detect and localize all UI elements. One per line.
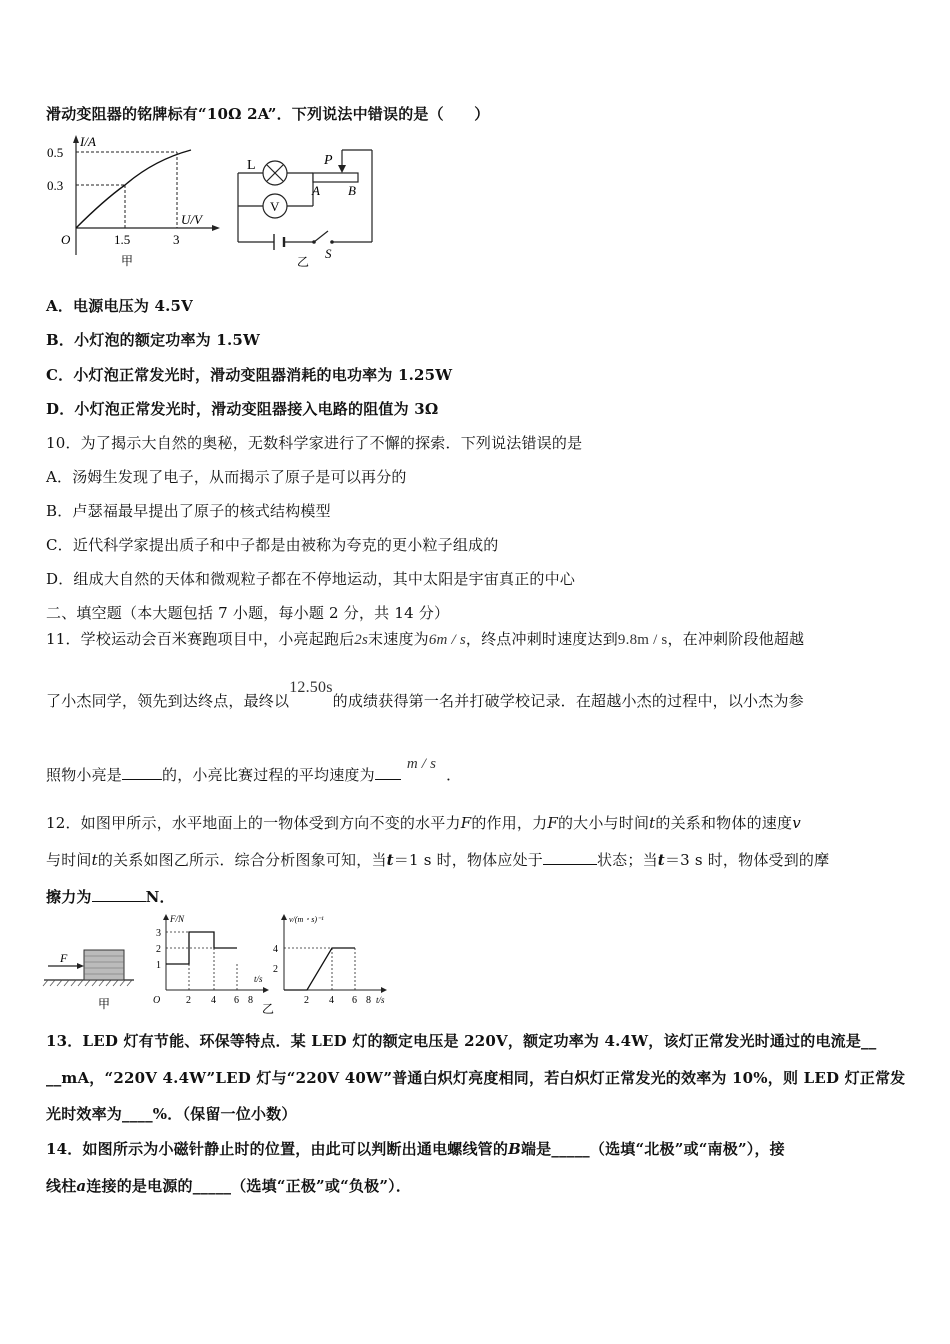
origin-label: O — [61, 232, 71, 247]
q13-line-2: __mA，“220V 4.4W”LED 灯与“220V 40W”普通白炽灯亮度相同，若白炽灯正常发光的效率为 10%，则 LED 灯正常发 — [46, 1069, 906, 1087]
q9-stem: 滑动变阻器的铭牌标有“10Ω 2A”．下列说法中错误的是（ ） — [46, 105, 490, 123]
y-axis-label: I/A — [80, 134, 96, 149]
t-axis-label-2: t/s — [376, 995, 385, 1005]
v-tick-2: 2 — [273, 964, 278, 975]
q11-blank-1[interactable] — [122, 767, 162, 780]
q9-option-d: D．小灯泡正常发光时，滑动变阻器接入电路的阻值为 3Ω — [46, 400, 439, 418]
q12-line-1: 12．如图甲所示，水平地面上的一物体受到方向不变的水平力F的作用，力F的大小与时间t的关系和物体的速度v — [46, 814, 801, 832]
t-tick-2-vt: 2 — [304, 995, 309, 1006]
f-tick-1: 1 — [156, 960, 161, 971]
switch-label: S — [325, 246, 332, 261]
end-a-label: A — [312, 183, 320, 198]
t-tick-6-ft: 6 — [234, 995, 239, 1006]
fig-caption-yi: 乙 — [297, 255, 310, 269]
v-tick-4: 4 — [273, 944, 278, 955]
f-tick-3: 3 — [156, 928, 161, 939]
t-axis-label-1: t/s — [254, 974, 263, 984]
q12-blank-1[interactable] — [543, 852, 597, 865]
x-tick-3: 3 — [173, 232, 180, 247]
q11-line-1: 11．学校运动会百米赛跑项目中，小亮起跑后2s末速度为6m / s，终点冲刺时速度达到9.8m / s，在冲刺阶段他超越 — [46, 630, 805, 648]
q12-blank-2[interactable] — [92, 889, 146, 902]
f-t-line — [166, 932, 237, 964]
x-axis-label: U/V — [181, 212, 202, 227]
origin-ft: O — [153, 995, 161, 1006]
q14-line-1: 14．如图所示为小磁针静止时的位置，由此可以判断出通电螺线管的B端是_____（选填“北极”或“南极”），接 — [46, 1140, 785, 1158]
lamp-label: L — [247, 158, 256, 173]
t-tick-4-ft: 4 — [211, 995, 216, 1006]
t-tick-4-vt: 4 — [329, 995, 334, 1006]
rheostat — [313, 173, 358, 182]
t-tick-6-vt: 6 — [352, 995, 357, 1006]
q11-blank-2[interactable] — [375, 767, 401, 780]
q10-option-d: D．组成大自然的天体和微观粒子都在不停地运动，其中太阳是宇宙真正的中心 — [46, 570, 576, 588]
fig-caption-jia: 甲 — [121, 254, 134, 268]
q9-figure-yi — [232, 142, 382, 272]
q10-option-b: B．卢瑟福最早提出了原子的核式结构模型 — [46, 502, 331, 520]
slider-label: P — [324, 153, 333, 168]
end-b-label: B — [348, 183, 356, 198]
q9-option-a: A．电源电压为 4.5V — [46, 297, 193, 315]
f-axis-label: F/N — [170, 914, 185, 924]
q12-line-2: 与时间t的关系如图乙所示．综合分析图象可知，当t＝1 s 时，物体应处于 状态；当t＝3 s 时，物体受到的摩 — [46, 851, 830, 869]
switch-blade — [314, 231, 328, 242]
q13-line-3: 光时效率为____%．（保留一位小数） — [46, 1105, 297, 1123]
block — [84, 950, 124, 980]
q13-line-1: 13．LED 灯有节能、环保等特点．某 LED 灯的额定电压是 220V，额定功率为 4.4W，该灯正常发光时通过的电流是__ — [46, 1032, 877, 1050]
t-tick-2-ft: 2 — [186, 995, 191, 1006]
q12-figure — [40, 912, 410, 1016]
voltmeter-label: V — [270, 199, 280, 214]
y-tick-05: 0.5 — [47, 145, 64, 160]
q14-line-2: 线柱a连接的是电源的_____（选填“正极”或“负极”）． — [46, 1177, 412, 1195]
caption-jia: 甲 — [98, 997, 111, 1011]
q10-option-c: C．近代科学家提出质子和中子都是由被称为夸克的更小粒子组成的 — [46, 536, 499, 554]
t-tick-8-ft: 8 — [248, 995, 253, 1006]
x-axis-arrow — [212, 225, 220, 231]
q10-option-a: A．汤姆生发现了电子，从而揭示了原子是可以再分的 — [46, 468, 407, 486]
f-tick-2: 2 — [156, 944, 161, 955]
q9-option-c: C．小灯泡正常发光时，滑动变阻器消耗的电功率为 1.25W — [46, 366, 453, 384]
q10-stem: 10．为了揭示大自然的奥秘，无数科学家进行了不懈的探索．下列说法错误的是 — [46, 434, 583, 452]
t-tick-8-vt: 8 — [366, 995, 371, 1006]
q9-option-b: B．小灯泡的额定功率为 1.5W — [46, 331, 261, 349]
q11-line-2: 了小杰同学，领先到达终点，最终以12.50s的成绩获得第一名并打破学校记录．在超越小杰的过程中，以小杰为参 — [46, 679, 804, 710]
x-tick-15: 1.5 — [114, 232, 131, 247]
q9-figure-jia — [44, 132, 224, 272]
section-2-heading: 二、填空题（本大题包括 7 小题，每小题 2 分，共 14 分） — [46, 604, 450, 622]
v-axis-label: v/(m・s)⁻¹ — [289, 915, 324, 924]
y-tick-03: 0.3 — [47, 178, 64, 193]
force-label: F — [60, 951, 68, 965]
y-axis-arrow — [73, 135, 79, 143]
iu-curve — [76, 150, 191, 228]
caption-yi: 乙 — [262, 1002, 275, 1016]
q11-line-3: 照物小亮是 的，小亮比赛过程的平均速度为m / s． — [46, 756, 462, 784]
v-t-line — [284, 948, 355, 990]
q12-line-3: 擦力为 N． — [46, 888, 175, 906]
